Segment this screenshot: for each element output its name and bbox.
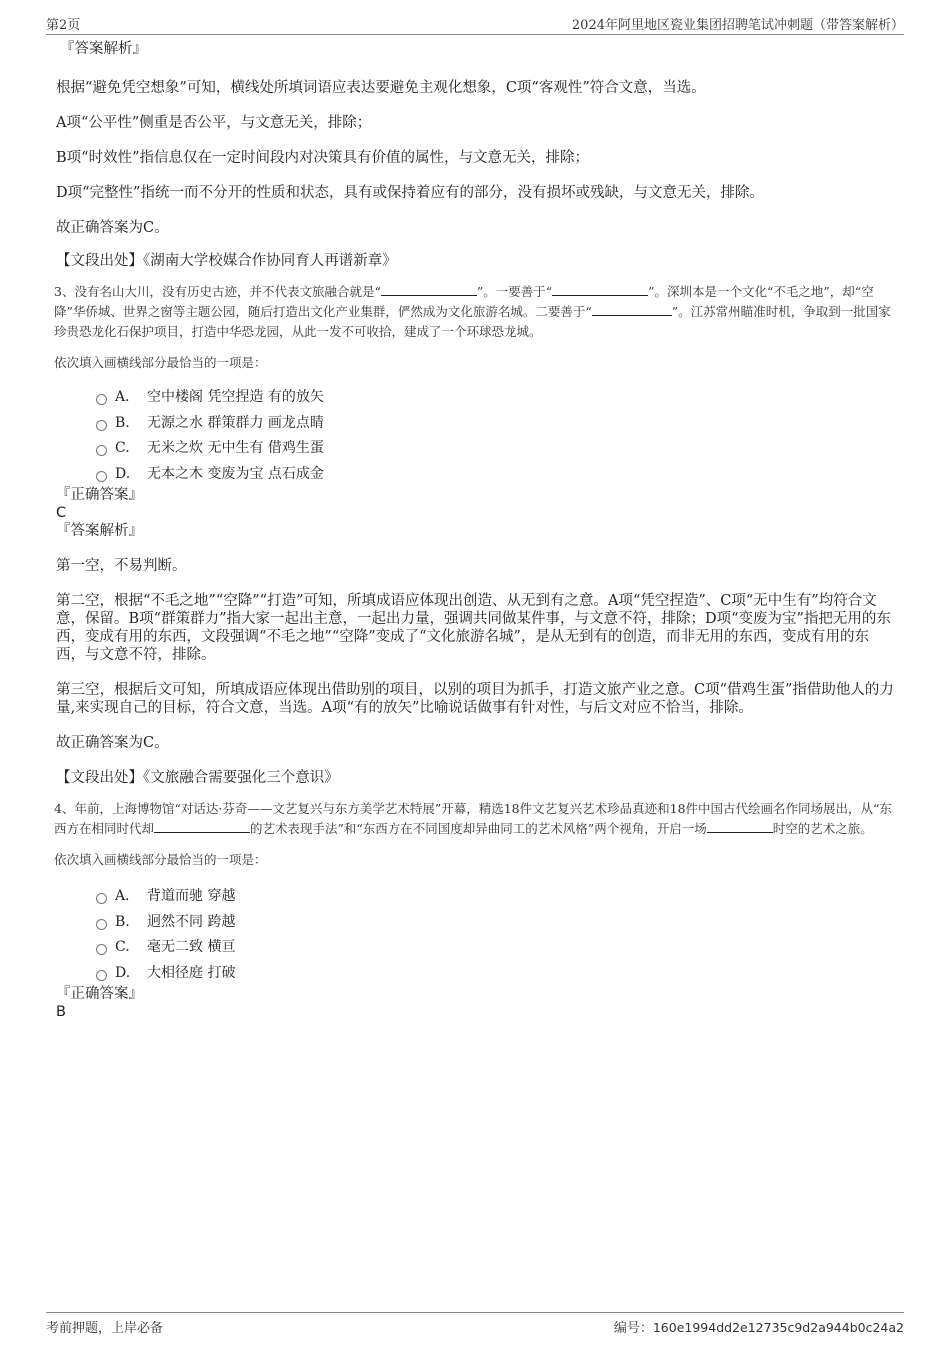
question-3-text: 3、没有名山大川，没有历史古迹，并不代表文旅融合就是“ ”。一要善于“ ”。深圳本是一个文化“不毛之地”，却“空降”华侨城、世界之窗等主题公园，随后打造出文化产业集群，俨然成为文化旅游名城。二要善于“ ”。江苏常州瞄准时机，争取到一批国家珍贵恐龙化石保护项目，打造中华恐龙园，从此一发不可收拾，建成了一个环球恐龙城。 <box>54 284 891 339</box>
page-footer <box>46 1312 904 1335</box>
blank-2 <box>552 283 648 296</box>
option-c[interactable]: C. 无米之炊 无中生有 借鸡生蛋 <box>96 439 896 465</box>
radio-icon[interactable] <box>96 471 107 482</box>
q3-analysis-para-3: 第三空，根据后文可知，所填成语应体现出借助别的项目，以别的项目为抓手，打造文旅产业之意。C项“借鸡生蛋”指借助他人的力量,来实现自己的目标，符合文意，当选。A项“有的放矢”比喻说话做事有针对性，与后文对应不恰当，排除。 <box>56 682 894 716</box>
question-4-prompt: 依次填入画横线部分最恰当的一项是： <box>54 852 267 867</box>
radio-icon[interactable] <box>96 893 107 904</box>
q3-conclusion: 故正确答案为C。 <box>56 735 169 751</box>
q2-analysis-para-2: A项“公平性”侧重是否公平，与文意无关，排除； <box>56 115 372 131</box>
blank-3 <box>592 303 672 316</box>
radio-icon[interactable] <box>96 944 107 955</box>
q3-source: 【文段出处】《文旅融合需要强化三个意识》 <box>56 770 339 786</box>
option-d[interactable]: D. 无本之木 变废为宝 点石成金 <box>96 465 896 491</box>
q4-correct-answer: B <box>56 1004 66 1020</box>
footer-code: 编号：160e1994dd2e12735c9d2a944b0c24a2 <box>613 1320 904 1336</box>
blank-2 <box>707 820 773 833</box>
radio-icon[interactable] <box>96 919 107 930</box>
q3-analysis-label: 『答案解析』 <box>56 523 143 539</box>
radio-icon[interactable] <box>96 420 107 431</box>
option-b[interactable]: B. 无源之水 群策群力 画龙点睛 <box>96 414 896 440</box>
radio-icon[interactable] <box>96 970 107 981</box>
option-a[interactable]: A． 背道而驰 穿越 <box>96 887 896 913</box>
q2-analysis-para-4: D项“完整性”指统一而不分开的性质和状态，具有或保持着应有的部分，没有损坏或残缺，与文意无关，排除。 <box>56 185 764 201</box>
q3-analysis-para-2: 第二空，根据“不毛之地”“空降”“打造”可知，所填成语应体现出创造、从无到有之意。A项“凭空捏造”、C项“无中生有”均符合文意，保留。B项“群策群力”指大家一起出主意，一起出力量，强调共同做某件事，与文意不符，排除；D项“变废为宝”指把无用的东西，变成有用的东西，文段强调“不毛之地”“空降”变成了“文化旅游名城”，是从无到有的创造，而非无用的东西，变成有用的东西，与文意不符，排除。 <box>56 593 891 663</box>
q2-source: 【文段出处】《湖南大学校媒合作协同育人再谱新章》 <box>56 253 397 269</box>
question-4-options <box>96 887 896 989</box>
question-3-options <box>96 388 896 490</box>
radio-icon[interactable] <box>96 445 107 456</box>
radio-icon[interactable] <box>96 394 107 405</box>
page-header <box>46 14 904 35</box>
question-4-text: 4、年前，上海博物馆“对话达·芬奇——文艺复兴与东方美学艺术特展”开幕，精选18件文艺复兴艺术珍品真迹和18件中国古代绘画名作同场展出，从“东西方在相同时代却 的艺术表现手法”和“东西方在不同国度却异曲同工的艺术风格”两个视角，开启一场 时空的艺术之旅。 <box>54 801 892 836</box>
q3-correct-answer: C <box>56 505 67 521</box>
option-c[interactable]: C. 毫无二致 横亘 <box>96 938 896 964</box>
q2-analysis-label: 『答案解析』 <box>60 41 147 57</box>
q3-analysis-para-1: 第一空，不易判断。 <box>56 558 187 574</box>
page-number: 第2页 <box>46 18 81 33</box>
option-a[interactable]: A． 空中楼阁 凭空捏造 有的放矢 <box>96 388 896 414</box>
document-title: 2024年阿里地区瓷业集团招聘笔试冲刺题（带答案解析） <box>571 18 904 33</box>
document-body <box>56 40 896 1021</box>
option-d[interactable]: D. 大相径庭 打破 <box>96 964 896 990</box>
blank-1 <box>381 283 477 296</box>
footer-slogan: 考前押题，上岸必备 <box>46 1321 164 1336</box>
option-b[interactable]: B. 迥然不同 跨越 <box>96 913 896 939</box>
q3-correct-label: 『正确答案』 <box>56 487 143 503</box>
q2-analysis-para-1: 根据“避免凭空想象”可知，横线处所填词语应表达要避免主观化想象，C项“客观性”符合文意，当选。 <box>56 80 706 96</box>
question-3-prompt: 依次填入画横线部分最恰当的一项是： <box>54 355 267 370</box>
blank-1 <box>154 820 250 833</box>
q2-conclusion: 故正确答案为C。 <box>56 220 169 236</box>
q2-analysis-para-3: B项“时效性”指信息仅在一定时间段内对决策具有价值的属性，与文意无关，排除； <box>56 150 589 166</box>
q4-correct-label: 『正确答案』 <box>56 986 143 1002</box>
